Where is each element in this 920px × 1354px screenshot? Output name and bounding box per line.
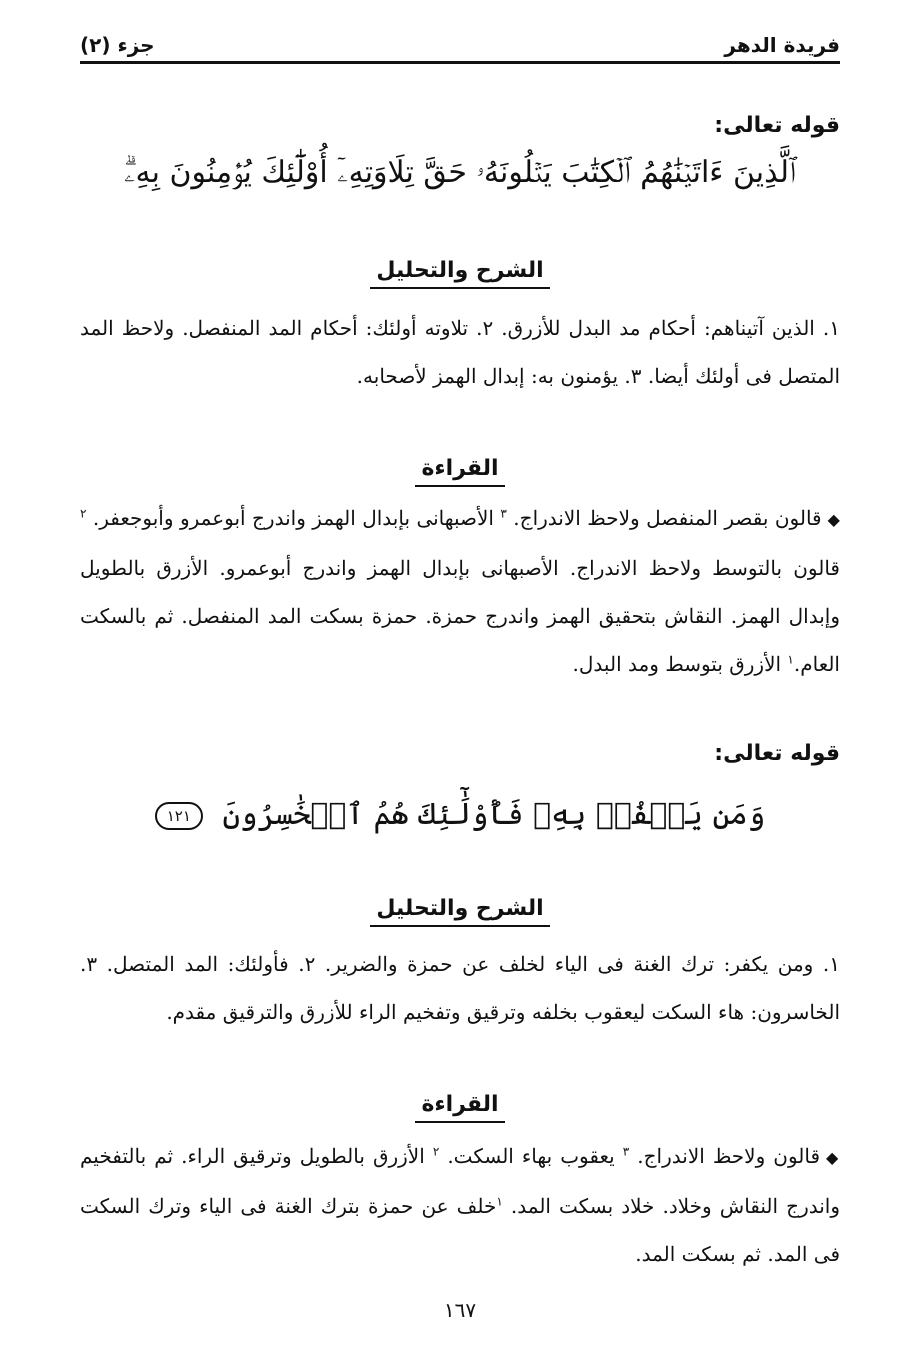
section1-reading-text — [80, 494, 840, 688]
reading-text-part: يعقوب بهاء السكت. — [447, 1144, 615, 1168]
section1-reading-heading: القراءة — [415, 456, 504, 487]
diamond-bullet-icon: ◆ — [826, 1148, 841, 1167]
page-number: ١٦٧ — [443, 1298, 477, 1322]
running-head — [80, 22, 840, 64]
book-title: فريدة الدهر — [724, 33, 840, 57]
section1-analysis-text: ١. الذين آتيناهم: أحكام مد البدل للأزرق. ٢. تلاوته أولئك: أحكام المد المنفصل. ولاحظ المد المتصل فى أولئك أيضا. ٣. يؤمنون به: إبدال الهمز لأصحابه. — [80, 316, 840, 388]
reading-text-part: قالون ولاحظ الاندراج. — [637, 1144, 821, 1168]
section2-analysis-text: ١. ومن يكفر: ترك الغنة فى الياء لخلف عن حمزة والضرير. ٢. فأولئك: المد المتصل. ٣. الخاسرون: هاء السكت ليعقوب بخلفه وترقيق وتفخيم الراء للأزرق والترقيق مقدم. — [80, 952, 840, 1024]
footnote-marker: ٢ — [432, 1144, 440, 1159]
reading-text-part: الأزرق بالطويل وترقيق الراء. ثم بالتفخيم واندرج النقاش وخلاد. خلاد بسكت المد. — [80, 1144, 841, 1218]
section2-analysis-heading: الشرح والتحليل — [370, 896, 549, 927]
section1-analysis-heading-wrap — [80, 258, 840, 289]
section1-label: قوله تعالى: — [714, 113, 840, 138]
reading-text-part: الأزرق بتوسط ومد البدل. — [572, 652, 782, 676]
section1-analysis-heading: الشرح والتحليل — [370, 258, 549, 289]
section2-reading-heading: القراءة — [415, 1092, 504, 1123]
volume-label: جزء (٢) — [80, 33, 155, 57]
section1-reading-heading-wrap — [80, 456, 840, 487]
reading-text-part: خلف عن حمزة بترك الغنة فى الياء وترك السكت فى المد. ثم بسكت المد. — [80, 1194, 840, 1266]
reading-text-part: قالون بقصر المنفصل ولاحظ الاندراج. — [513, 506, 822, 530]
section2-label: قوله تعالى: — [714, 741, 840, 766]
section1-verse: ٱلَّذِينَ ءَاتَيۡنَٰهُمُ ٱلۡكِتَٰبَ يَتۡلُونَهُۥ حَقَّ تِلَاوَتِهِۦٓ أُوْلَٰٓئِكَ يُؤۡمِنُونَ بِهِۦۗ — [124, 155, 796, 190]
section2-reading-text — [80, 1132, 840, 1278]
reading-text-part: الأصبهانى بإبدال الهمز واندرج أبوعمرو وأبوجعفر. — [92, 506, 494, 530]
footnote-marker: ٣ — [500, 506, 507, 521]
section2-verse: وَمَن يَكۡفُرۡ بِهِۦ فَأُوْلَٰٓئِكَ هُمُ ٱلۡخَٰسِرُونَ — [222, 797, 766, 832]
section2-verse-line — [80, 792, 840, 837]
diamond-bullet-icon: ◆ — [827, 510, 841, 529]
footnote-marker: ١ — [787, 652, 794, 667]
footnote-marker: ٢ — [80, 506, 87, 521]
reading-text-part: قالون بالتوسط ولاحظ الاندراج. الأصبهانى بإبدال الهمز واندرج أبوعمرو. الأزرق بالطويل وإبدال الهمز. النقاش بتحقيق الهمز واندرج حمزة. حمزة بسكت المد المنفصل. ثم بالسكت العام. — [80, 556, 840, 676]
footnote-marker: ٣ — [622, 1144, 630, 1159]
footnote-marker: ١ — [496, 1194, 503, 1209]
verse-number-icon: ١٢١ — [155, 802, 203, 830]
section2-analysis-heading-wrap — [80, 896, 840, 927]
section2-reading-heading-wrap — [80, 1092, 840, 1123]
